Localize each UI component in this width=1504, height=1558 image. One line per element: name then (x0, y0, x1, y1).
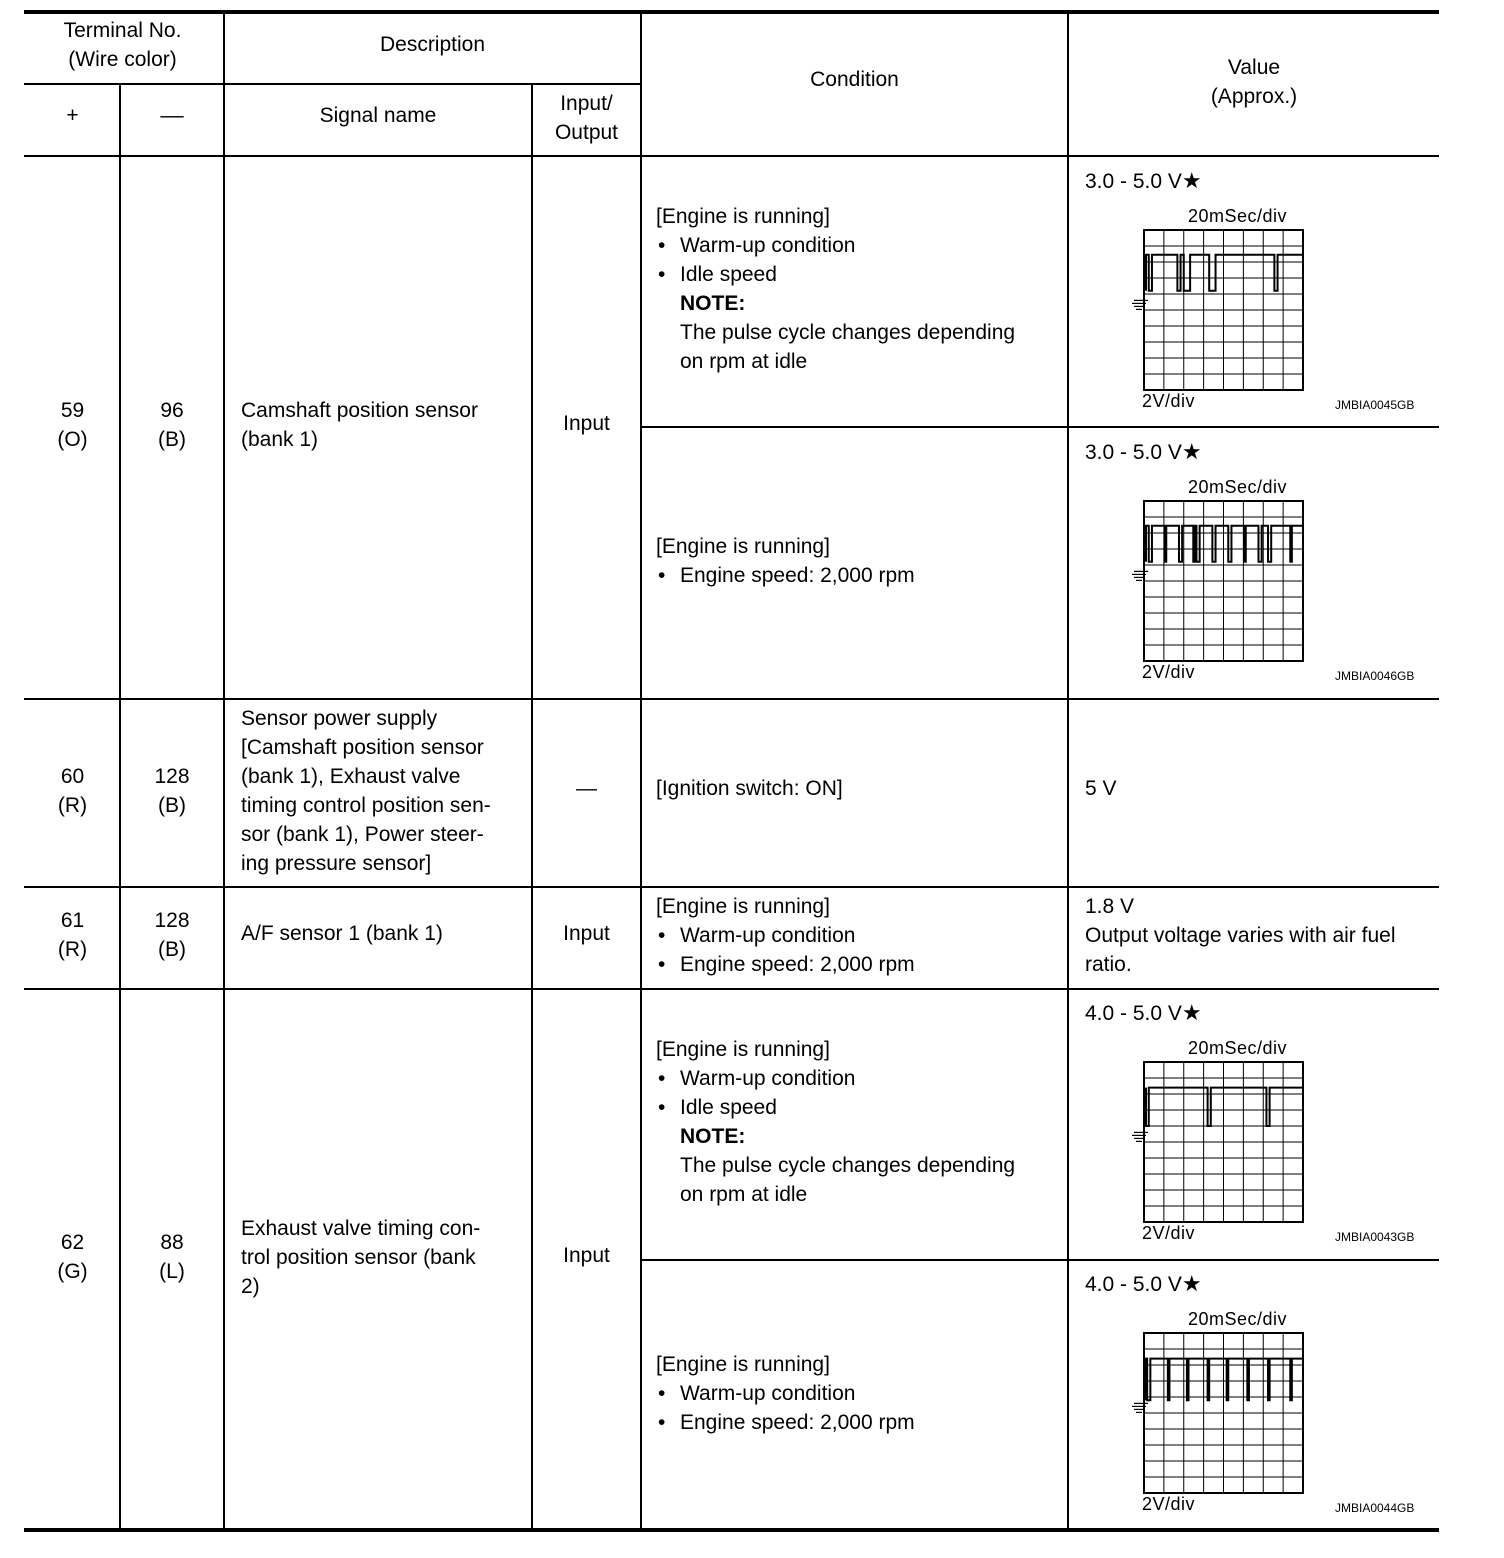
condition-item: • Warm-up condition (656, 231, 1066, 260)
signal-line: ing pressure sensor] (241, 852, 432, 875)
signal-line: 2) (241, 1275, 260, 1298)
condition-heading: [Engine is running] (656, 895, 830, 918)
terminal-number: 60 (60, 765, 85, 788)
voltage-division-label: 2V/div (1142, 1494, 1196, 1514)
condition-item: • Idle speed (656, 260, 1066, 289)
voltage-range: 3.0 - 5.0 V (1085, 170, 1182, 193)
note-label: NOTE: (680, 292, 746, 315)
wire-color: (G) (57, 1260, 88, 1283)
signal-line: Exhaust valve timing con- (241, 1217, 481, 1240)
figure-code: JMBIA0044GB (1335, 1501, 1415, 1515)
row-59-signal-name (241, 396, 526, 454)
signal-line: (bank 1), Exhaust valve (241, 765, 461, 788)
voltage-range: 4.0 - 5.0 V (1085, 1002, 1182, 1025)
row-61-condition (656, 892, 1066, 979)
scope-grid (1085, 1308, 1430, 1558)
row-59a-condition (656, 202, 1066, 376)
note-text: on rpm at idle (680, 1183, 808, 1206)
wire-color: (B) (158, 794, 186, 817)
wire-color: (R) (57, 938, 88, 961)
row-59-minus-terminal (121, 396, 223, 454)
row-62b-value (1085, 1271, 1202, 1298)
row-61-signal-name: A/F sensor 1 (bank 1) (241, 922, 443, 945)
condition-item: • Warm-up condition (656, 1064, 1066, 1093)
header-bottom-border (24, 155, 1439, 157)
row-62a-value (1085, 1000, 1202, 1027)
row-59-plus-terminal (24, 396, 121, 454)
signal-line: Sensor power supply (241, 707, 438, 730)
table-top-border (24, 10, 1439, 14)
terminal-no-label: Terminal No. (63, 19, 182, 42)
row-61-minus-terminal (121, 906, 223, 964)
row-62-plus-terminal (24, 1228, 121, 1286)
row-60-plus-terminal (24, 762, 121, 820)
row-62-signal-name (241, 1214, 529, 1301)
terminal-number: 96 (160, 399, 184, 422)
terminal-number: 128 (154, 909, 190, 932)
value-line: Output voltage varies with air fuel (1085, 924, 1396, 947)
signal-line: (bank 1) (241, 428, 319, 451)
ground-icon (1132, 1132, 1148, 1141)
row-62a-condition (656, 1035, 1066, 1209)
header-divider (24, 83, 641, 85)
input-label: Input/ (560, 92, 613, 115)
condition-item: • Engine speed: 2,000 rpm (656, 950, 1066, 979)
terminal-number: 59 (60, 399, 85, 422)
wire-color: (B) (158, 428, 186, 451)
oscilloscope-waveform (1085, 1308, 1430, 1558)
output-label: Output (554, 121, 619, 144)
scope-grid (1085, 1037, 1430, 1287)
value-line: ratio. (1085, 953, 1132, 976)
row-60-condition: [Ignition switch: ON] (656, 777, 843, 800)
star-icon: ★ (1181, 1271, 1202, 1296)
row-59a-value (1085, 168, 1202, 195)
condition-item: • Engine speed: 2,000 rpm (656, 561, 1066, 590)
col-divider-description (223, 10, 225, 1530)
terminal-number: 88 (160, 1231, 184, 1254)
scope-grid (1085, 205, 1430, 455)
header-value (1069, 53, 1439, 111)
signal-line: Camshaft position sensor (241, 399, 478, 422)
condition-item: • Idle speed (656, 1093, 1066, 1122)
wire-color: (R) (57, 794, 88, 817)
value-line: 1.8 V (1085, 895, 1135, 918)
approx-label: (Approx.) (1210, 85, 1298, 108)
wire-color: (L) (159, 1260, 185, 1283)
condition-heading: [Engine is running] (656, 1353, 830, 1376)
figure-code: JMBIA0046GB (1335, 669, 1415, 683)
header-description: Description (379, 33, 486, 56)
condition-item: • Warm-up condition (656, 1379, 1066, 1408)
header-terminal-no (24, 16, 221, 74)
terminal-number: 128 (154, 765, 190, 788)
condition-item: • Engine speed: 2,000 rpm (656, 1408, 1066, 1437)
oscilloscope-waveform (1085, 205, 1430, 455)
col-divider-io (531, 83, 533, 1530)
figure-code: JMBIA0043GB (1335, 1230, 1415, 1244)
note-text: The pulse cycle changes depending (680, 321, 1016, 344)
row-62-io: Input (563, 1244, 610, 1267)
header-plus: + (66, 104, 79, 127)
condition-item: • Warm-up condition (656, 921, 1066, 950)
row-60-minus-terminal (121, 762, 223, 820)
condition-heading: [Engine is running] (656, 535, 830, 558)
star-icon: ★ (1181, 1000, 1202, 1025)
wire-color: (B) (158, 938, 186, 961)
star-icon: ★ (1181, 168, 1202, 193)
header-minus: –– (160, 104, 184, 127)
time-division-label: 20mSec/div (1188, 206, 1288, 226)
row-60-value: 5 V (1085, 777, 1117, 800)
figure-code: JMBIA0045GB (1335, 398, 1415, 412)
signal-line: sor (bank 1), Power steer- (241, 823, 484, 846)
row-59-io: Input (563, 412, 610, 435)
row-60-signal-name (241, 704, 529, 878)
terminal-number: 62 (60, 1231, 85, 1254)
voltage-range: 3.0 - 5.0 V (1085, 441, 1182, 464)
col-divider-value (1067, 10, 1069, 1530)
row-61-bottom-border (24, 988, 1439, 990)
ground-icon (1132, 300, 1148, 309)
value-label: Value (1227, 56, 1281, 79)
signal-line: [Camshaft position sensor (241, 736, 484, 759)
col-divider-condition (640, 10, 642, 1530)
note-text: The pulse cycle changes depending (680, 1154, 1016, 1177)
row-61-plus-terminal (24, 906, 121, 964)
header-signal-name: Signal name (319, 104, 437, 127)
header-input-output (533, 89, 640, 147)
time-division-label: 20mSec/div (1188, 477, 1288, 497)
header-condition: Condition (810, 68, 899, 91)
time-division-label: 20mSec/div (1188, 1309, 1288, 1329)
row-60-bottom-border (24, 886, 1439, 888)
star-icon: ★ (1181, 439, 1202, 464)
row-59b-condition (656, 532, 1066, 590)
voltage-division-label: 2V/div (1142, 1223, 1196, 1243)
time-division-label: 20mSec/div (1188, 1038, 1288, 1058)
condition-heading: [Engine is running] (656, 1038, 830, 1061)
voltage-range: 4.0 - 5.0 V (1085, 1273, 1182, 1296)
note-text: on rpm at idle (680, 350, 808, 373)
oscilloscope-waveform (1085, 1037, 1430, 1287)
terminal-number: 61 (60, 909, 85, 932)
wire-color-label: (Wire color) (68, 48, 177, 71)
wire-color: (O) (57, 428, 88, 451)
row-61-value (1085, 892, 1435, 979)
row-62b-condition (656, 1350, 1066, 1437)
ground-icon (1132, 571, 1148, 580)
scope-grid (1085, 476, 1430, 726)
row-59b-value (1085, 439, 1202, 466)
condition-heading: [Engine is running] (656, 205, 830, 228)
ground-icon (1132, 1403, 1148, 1412)
row-61-io: Input (563, 922, 610, 945)
signal-line: trol position sensor (bank (241, 1246, 476, 1269)
voltage-division-label: 2V/div (1142, 662, 1196, 682)
voltage-division-label: 2V/div (1142, 391, 1196, 411)
signal-line: timing control position sen- (241, 794, 491, 817)
oscilloscope-waveform (1085, 476, 1430, 726)
note-label: NOTE: (680, 1125, 746, 1148)
row-60-io: — (576, 777, 597, 800)
row-62-minus-terminal (121, 1228, 223, 1286)
